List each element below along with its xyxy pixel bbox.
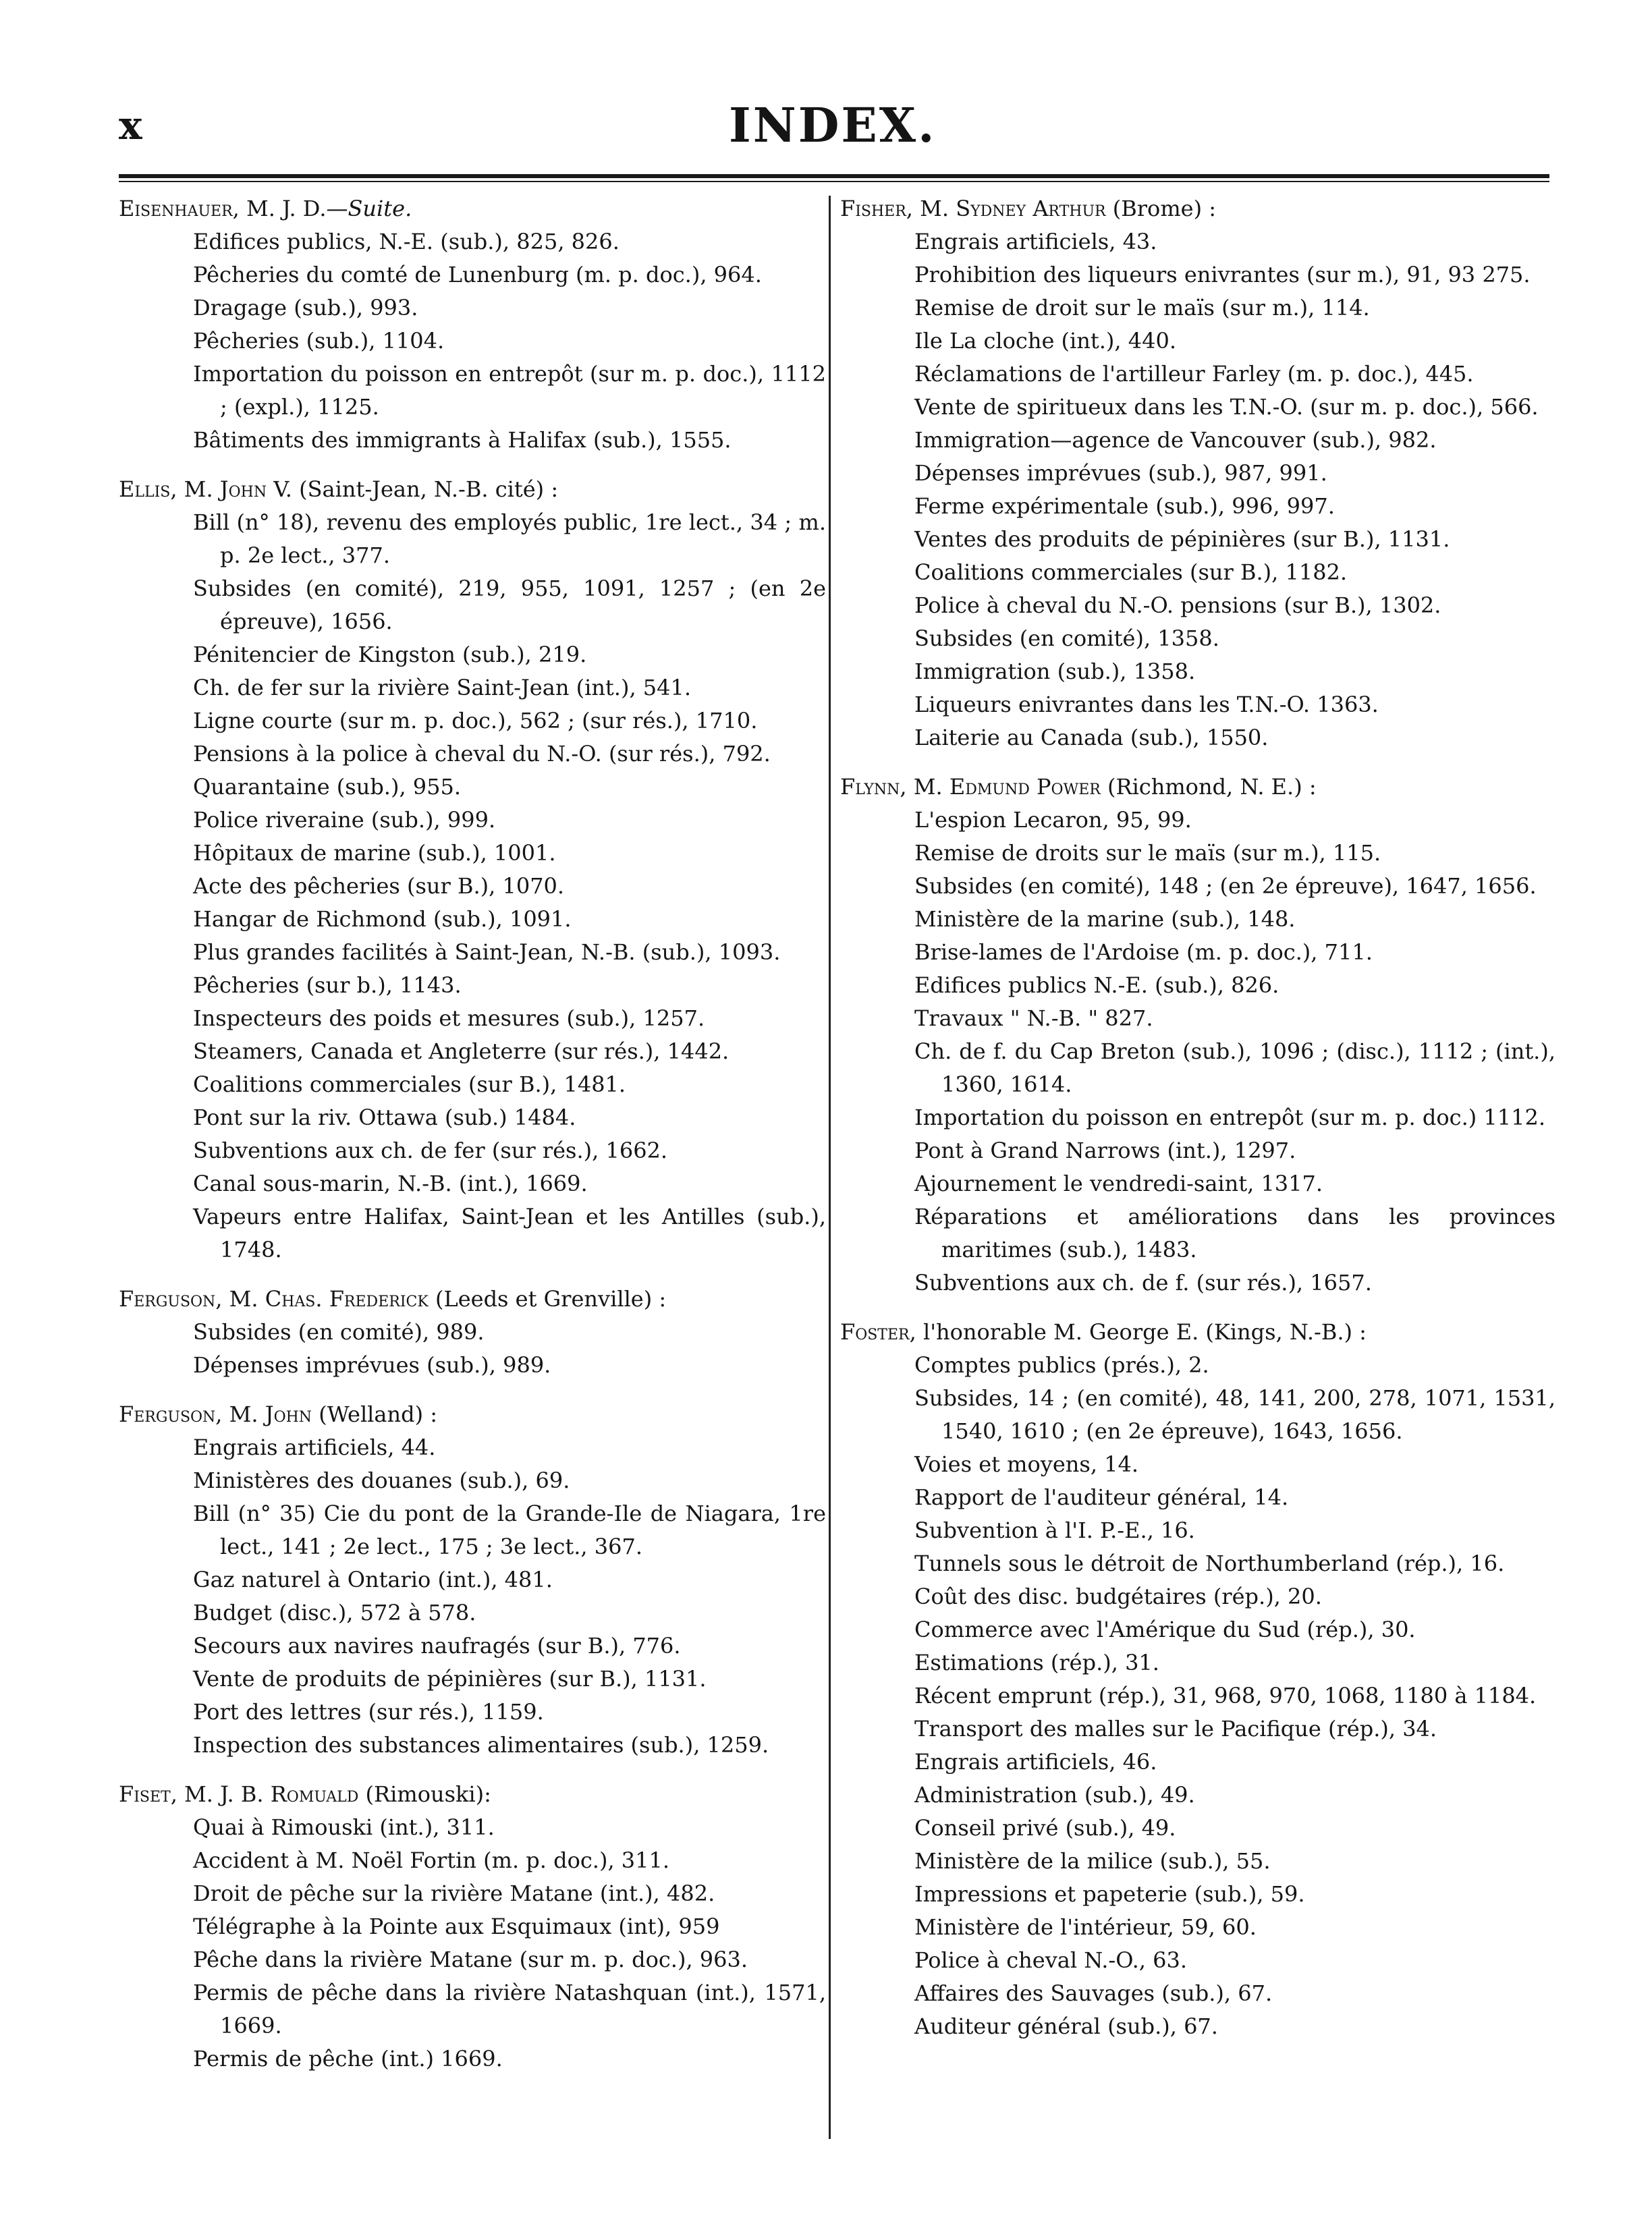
index-entry: Subsides, 14 ; (en comité), 48, 141, 200, 278, 1071, 1531, 1540, 1610 ; (en 2e épreuve), 1643, 1656. [914, 1385, 1555, 1444]
index-heading [840, 192, 1555, 225]
index-entry: Subsides (en comité), 219, 955, 1091, 1257 ; (en 2e épreuve), 1656. [193, 576, 826, 634]
index-entry: Voies et moyens, 14. [914, 1451, 1139, 1477]
index-section-eisenhauer-m-j-d [119, 192, 826, 457]
index-entry: Budget (disc.), 572 à 578. [193, 1600, 476, 1625]
member-name: Fisher, M. Sydney Arthur [840, 196, 1106, 221]
index-section-fisher-m-sydney-arthur [840, 192, 1555, 754]
index-entry: Engrais artificiels, 46. [914, 1749, 1157, 1775]
member-name: Flynn, M. Edmund Power [840, 774, 1101, 800]
member-riding: l'honorable M. George E. (Kings, N.-B.) : [916, 1319, 1367, 1345]
member-riding: (Brome) : [1105, 196, 1217, 221]
index-section-ellis-m-john-v [119, 473, 826, 1267]
index-entry: Coalitions commerciales (sur B.), 1182. [914, 559, 1348, 585]
index-entry: Ministères des douanes (sub.), 69. [193, 1468, 570, 1493]
column-divider [829, 196, 831, 2139]
index-heading [119, 192, 826, 225]
index-heading [840, 771, 1555, 804]
index-heading [119, 1283, 826, 1316]
index-entry: Importation du poisson en entrepôt (sur m. p. doc.) 1112. [914, 1105, 1545, 1130]
index-entry: Pénitencier de Kingston (sub.), 219. [193, 642, 587, 667]
index-entry: Pont sur la riv. Ottawa (sub.) 1484. [193, 1105, 576, 1130]
index-entry: Permis de pêche (int.) 1669. [193, 2046, 503, 2072]
index-entry: Pêcheries du comté de Lunenburg (m. p. doc.), 964. [193, 262, 762, 287]
index-section-flynn-m-edmund-power [840, 771, 1555, 1300]
index-entry: Police à cheval N.-O., 63. [914, 1947, 1187, 1973]
index-entry: Pêche dans la rivière Matane (sur m. p. doc.), 963. [193, 1947, 748, 1972]
header-rule-thick [119, 174, 1549, 178]
index-heading [840, 1316, 1555, 1349]
index-entry: Police riveraine (sub.), 999. [193, 807, 496, 833]
index-entry: Immigration—agence de Vancouver (sub.), 982. [914, 427, 1437, 453]
index-entry: Steamers, Canada et Angleterre (sur rés.), 1442. [193, 1038, 729, 1064]
index-entry: Réclamations de l'artilleur Farley (m. p. doc.), 445. [914, 361, 1474, 387]
member-riding: (Welland) : [312, 1401, 438, 1427]
index-entry: Ch. de fer sur la rivière Saint-Jean (int.), 541. [193, 675, 692, 700]
member-riding: (Richmond, N. E.) : [1100, 774, 1317, 800]
index-entry: Récent emprunt (rép.), 31, 968, 970, 1068, 1180 à 1184. [914, 1683, 1537, 1708]
index-entry: Ligne courte (sur m. p. doc.), 562 ; (sur rés.), 1710. [193, 708, 758, 733]
index-entry: Affaires des Sauvages (sub.), 67. [914, 1980, 1273, 2006]
member-name: Fiset, M. J. B. Romuald [119, 1781, 359, 1807]
index-entry: Coalitions commerciales (sur B.), 1481. [193, 1072, 626, 1097]
index-entry: Commerce avec l'Amérique du Sud (rép.), 30. [914, 1617, 1416, 1642]
right-column [840, 192, 1555, 2059]
index-entry: Travaux " N.-B. " 827. [914, 1005, 1153, 1031]
index-heading [119, 1778, 826, 1811]
index-entry: Liqueurs enivrantes dans les T.N.-O. 1363. [914, 692, 1379, 717]
member-riding: (Rimouski): [358, 1781, 491, 1807]
member-name: Ferguson, M. John [119, 1401, 312, 1427]
index-entry: Dépenses imprévues (sub.), 987, 991. [914, 460, 1327, 486]
index-entry: Dragage (sub.), 993. [193, 295, 418, 321]
index-entry: Auditeur général (sub.), 67. [914, 2013, 1218, 2039]
index-entry: Laiterie au Canada (sub.), 1550. [914, 725, 1269, 750]
member-name: Eisenhauer, M. J. D. [119, 196, 327, 221]
index-entry: Subsides (en comité), 1358. [914, 626, 1219, 651]
index-entry: Transport des malles sur le Pacifique (rép.), 34. [914, 1716, 1437, 1742]
index-entry: Police à cheval du N.-O. pensions (sur B.), 1302. [914, 592, 1441, 618]
index-heading [119, 1398, 826, 1431]
index-entry: Conseil privé (sub.), 49. [914, 1815, 1176, 1841]
index-entry: Engrais artificiels, 43. [914, 229, 1157, 254]
index-entry: Estimations (rép.), 31. [914, 1650, 1159, 1675]
index-entry: Port des lettres (sur rés.), 1159. [193, 1699, 544, 1725]
index-entry: Importation du poisson en entrepôt (sur m. p. doc.), 1112 ; (expl.), 1125. [193, 361, 826, 420]
index-entry: Engrais artificiels, 44. [193, 1435, 436, 1460]
index-entry: Impressions et papeterie (sub.), 59. [914, 1881, 1305, 1907]
index-entry: Ministère de la marine (sub.), 148. [914, 906, 1296, 932]
index-entry: Pensions à la police à cheval du N.-O. (sur rés.), 792. [193, 741, 771, 767]
member-name: Ferguson, M. Chas. Frederick [119, 1286, 429, 1312]
index-entry: Pont à Grand Narrows (int.), 1297. [914, 1138, 1296, 1163]
index-entry: Subvention à l'I. P.-E., 16. [914, 1518, 1195, 1543]
index-entry: Droit de pêche sur la rivière Matane (int.), 482. [193, 1881, 715, 1906]
index-entry: L'espion Lecaron, 95, 99. [914, 807, 1192, 833]
index-entry: Ferme expérimentale (sub.), 996, 997. [914, 493, 1335, 519]
index-entry: Accident à M. Noël Fortin (m. p. doc.), 311. [193, 1847, 670, 1873]
index-entry: Vapeurs entre Halifax, Saint-Jean et les Antilles (sub.), 1748. [193, 1204, 826, 1262]
index-entry: Plus grandes facilités à Saint-Jean, N.-B. (sub.), 1093. [193, 939, 781, 965]
index-entry: Subventions aux ch. de fer (sur rés.), 1662. [193, 1138, 668, 1163]
index-entry: Bill (n° 35) Cie du pont de la Grande-Ile de Niagara, 1re lect., 141 ; 2e lect., 175 ; 3e lect., 367. [193, 1501, 826, 1559]
page-title: INDEX. [729, 97, 937, 153]
index-entry: Subsides (en comité), 989. [193, 1319, 485, 1345]
index-entry: Ajournement le vendredi-saint, 1317. [914, 1171, 1323, 1196]
index-entry: Ministère de la milice (sub.), 55. [914, 1848, 1271, 1874]
index-entry: Hangar de Richmond (sub.), 1091. [193, 906, 572, 932]
index-entry: Canal sous-marin, N.-B. (int.), 1669. [193, 1171, 588, 1196]
index-section-fiset-m-j-b-romuald [119, 1778, 826, 2076]
index-entry: Edifices publics, N.-E. (sub.), 825, 826. [193, 229, 620, 254]
index-entry: Administration (sub.), 49. [914, 1782, 1195, 1808]
index-entry: Permis de pêche dans la rivière Natashquan (int.), 1571, 1669. [193, 1980, 826, 2038]
index-entry: Rapport de l'auditeur général, 14. [914, 1484, 1289, 1510]
member-riding: —Suite. [326, 196, 412, 221]
index-entry: Remise de droits sur le maïs (sur m.), 115. [914, 840, 1381, 866]
page-number: x [119, 103, 144, 148]
index-section-ferguson-m-john [119, 1398, 826, 1762]
index-entry: Gaz naturel à Ontario (int.), 481. [193, 1567, 553, 1592]
index-entry: Inspection des substances alimentaires (sub.), 1259. [193, 1732, 769, 1758]
index-section-ferguson-m-chas-frederick [119, 1283, 826, 1382]
index-entry: Inspecteurs des poids et mesures (sub.), 1257. [193, 1005, 705, 1031]
index-entry: Ile La cloche (int.), 440. [914, 328, 1176, 354]
index-entry: Immigration (sub.), 1358. [914, 659, 1196, 684]
index-entry: Tunnels sous le détroit de Northumberland (rép.), 16. [914, 1551, 1505, 1576]
index-entry: Bill (n° 18), revenu des employés public, 1re lect., 34 ; m. p. 2e lect., 377. [193, 509, 826, 568]
header-rule-thin [119, 181, 1549, 182]
index-entry: Comptes publics (prés.), 2. [914, 1352, 1209, 1378]
index-entry: Subventions aux ch. de f. (sur rés.), 1657. [914, 1270, 1372, 1296]
index-entry: Dépenses imprévues (sub.), 989. [193, 1352, 551, 1378]
index-entry: Remise de droit sur le maïs (sur m.), 114. [914, 295, 1370, 321]
index-entry: Bâtiments des immigrants à Halifax (sub.), 1555. [193, 427, 732, 453]
left-column [119, 192, 826, 2092]
index-entry: Acte des pêcheries (sur B.), 1070. [193, 873, 565, 899]
member-name: Ellis, M. John V. [119, 476, 292, 502]
index-entry: Pêcheries (sur b.), 1143. [193, 972, 462, 998]
index-entry: Brise-lames de l'Ardoise (m. p. doc.), 711. [914, 939, 1373, 965]
index-entry: Subsides (en comité), 148 ; (en 2e épreuve), 1647, 1656. [914, 873, 1537, 899]
member-riding: (Saint-Jean, N.-B. cité) : [292, 476, 559, 502]
index-entry: Réparations et améliorations dans les provinces maritimes (sub.), 1483. [914, 1204, 1555, 1262]
index-entry: Prohibition des liqueurs enivrantes (sur m.), 91, 93 275. [914, 262, 1531, 287]
index-entry: Vente de spiritueux dans les T.N.-O. (sur m. p. doc.), 566. [914, 394, 1539, 420]
index-entry: Ch. de f. du Cap Breton (sub.), 1096 ; (disc.), 1112 ; (int.), 1360, 1614. [914, 1038, 1555, 1097]
index-section-foster [840, 1316, 1555, 2043]
index-entry: Pêcheries (sub.), 1104. [193, 328, 445, 354]
index-entry: Ventes des produits de pépinières (sur B.), 1131. [914, 526, 1450, 552]
index-entry: Hôpitaux de marine (sub.), 1001. [193, 840, 556, 866]
member-name: Foster, [840, 1319, 916, 1345]
index-entry: Edifices publics N.-E. (sub.), 826. [914, 972, 1279, 998]
index-entry: Quai à Rimouski (int.), 311. [193, 1814, 495, 1840]
index-entry: Coût des disc. budgétaires (rép.), 20. [914, 1584, 1322, 1609]
index-entry: Ministère de l'intérieur, 59, 60. [914, 1914, 1257, 1940]
member-riding: (Leeds et Grenville) : [428, 1286, 667, 1312]
index-entry: Télégraphe à la Pointe aux Esquimaux (int), 959 [193, 1914, 720, 1939]
index-entry: Secours aux navires naufragés (sur B.), 776. [193, 1633, 681, 1659]
index-heading [119, 473, 826, 506]
index-entry: Vente de produits de pépinières (sur B.), 1131. [193, 1666, 707, 1692]
index-entry: Quarantaine (sub.), 955. [193, 774, 462, 800]
